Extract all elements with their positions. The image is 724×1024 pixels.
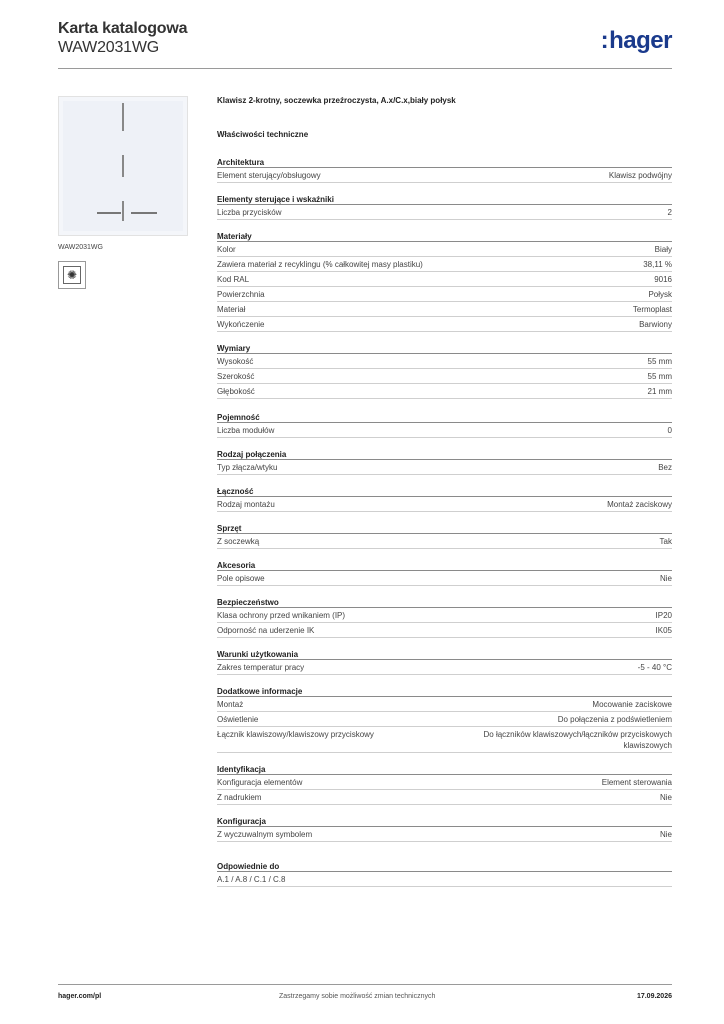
spec-value: Biały xyxy=(654,245,672,254)
section-title: Elementy sterujące i wskaźniki xyxy=(217,195,672,205)
spec-label: Z soczewką xyxy=(217,537,260,546)
spec-row xyxy=(217,571,672,586)
spec-section xyxy=(217,158,672,183)
spec-label: Typ złącza/wtyku xyxy=(217,463,278,472)
spec-row xyxy=(217,317,672,332)
switch-mark-lower xyxy=(122,201,124,221)
spec-label: Wysokość xyxy=(217,357,254,366)
spec-label: Rodzaj montażu xyxy=(217,500,275,509)
spec-section xyxy=(217,817,672,842)
spec-row xyxy=(217,302,672,317)
spec-row xyxy=(217,872,672,887)
lens-symbol-icon: ✺ xyxy=(58,261,86,289)
spec-row xyxy=(217,827,672,842)
spec-label: Odporność na uderzenie IK xyxy=(217,626,315,635)
spec-value: 38,11 % xyxy=(643,260,672,269)
section-title: Rodzaj połączenia xyxy=(217,450,672,460)
spec-label: Oświetlenie xyxy=(217,715,259,724)
spec-section xyxy=(217,598,672,638)
spec-section xyxy=(217,450,672,475)
spec-value: IK05 xyxy=(655,626,672,635)
spec-section xyxy=(217,195,672,220)
section-title: Warunki użytkowania xyxy=(217,650,672,660)
spec-section xyxy=(217,765,672,805)
spec-value: -5 - 40 °C xyxy=(637,663,672,672)
page-title: Karta katalogowa xyxy=(58,20,188,37)
spec-row xyxy=(217,712,672,727)
spec-label: Klasa ochrony przed wnikaniem (IP) xyxy=(217,611,346,620)
spec-value: IP20 xyxy=(655,611,672,620)
spec-label: Powierzchnia xyxy=(217,290,265,299)
spec-section xyxy=(217,561,672,586)
spec-row xyxy=(217,608,672,623)
spec-value: Element sterowania xyxy=(601,778,672,787)
spec-section xyxy=(217,862,672,887)
section-title: Wymiary xyxy=(217,344,672,354)
spec-value: 55 mm xyxy=(647,357,672,366)
spec-row xyxy=(217,790,672,805)
spec-row xyxy=(217,205,672,220)
spec-row xyxy=(217,287,672,302)
section-title: Dodatkowe informacje xyxy=(217,687,672,697)
spec-label: A.1 / A.8 / C.1 / C.8 xyxy=(217,875,286,884)
spec-row xyxy=(217,354,672,369)
spec-label: Montaż xyxy=(217,700,244,709)
spec-value: Montaż zaciskowy xyxy=(607,500,672,509)
product-description: Klawisz 2-krotny, soczewka przeźroczysta, A.x/C.x,biały połysk xyxy=(217,96,456,105)
spec-row xyxy=(217,534,672,549)
spec-row xyxy=(217,369,672,384)
spec-label: Zakres temperatur pracy xyxy=(217,663,305,672)
spec-row xyxy=(217,775,672,790)
switch-lens-right xyxy=(131,212,157,214)
spec-label: Element sterujący/obsługowy xyxy=(217,171,321,180)
footer-notice: Zastrzegamy sobie możliwość zmian technicznych xyxy=(279,993,436,1000)
header xyxy=(58,20,187,57)
spec-label: Zawiera materiał z recyklingu (% całkowitej masy plastiku) xyxy=(217,260,423,269)
spec-row xyxy=(217,727,672,753)
section-title: Sprzęt xyxy=(217,524,672,534)
spec-value: Mocowanie zaciskowe xyxy=(592,700,672,709)
spec-value: Tak xyxy=(659,537,672,546)
footer-website-link[interactable]: hager.com/pl xyxy=(58,993,102,1000)
section-title: Akcesoria xyxy=(217,561,672,571)
spec-section xyxy=(217,232,672,332)
spec-label: Głębokość xyxy=(217,387,255,396)
spec-sections xyxy=(217,158,672,887)
spec-label: Liczba przycisków xyxy=(217,208,282,217)
spec-section xyxy=(217,344,672,399)
spec-row xyxy=(217,257,672,272)
spec-section xyxy=(217,650,672,675)
spec-label: Kod RAL xyxy=(217,275,250,284)
spec-row xyxy=(217,423,672,438)
spec-value: Termoplast xyxy=(632,305,672,314)
spec-label: Wykończenie xyxy=(217,320,265,329)
spec-value: Barwiony xyxy=(639,320,672,329)
section-title: Odpowiednie do xyxy=(217,862,672,872)
spec-value: Do połączenia z podświetleniem xyxy=(557,715,672,724)
spec-label: Kolor xyxy=(217,245,236,254)
footer-divider xyxy=(58,984,672,985)
product-image xyxy=(58,96,188,236)
spec-value: 21 mm xyxy=(647,387,672,396)
spec-value: Połysk xyxy=(648,290,672,299)
section-title: Materiały xyxy=(217,232,672,242)
spec-value: Klawisz podwójny xyxy=(608,171,672,180)
spec-value: Nie xyxy=(659,574,672,583)
spec-row xyxy=(217,497,672,512)
switch-lens-left xyxy=(97,212,121,214)
spec-section xyxy=(217,687,672,753)
switch-mark-top xyxy=(122,103,124,131)
product-code: WAW2031WG xyxy=(58,39,160,56)
footer-date: 17.09.2026 xyxy=(636,993,672,1000)
spec-label: Szerokość xyxy=(217,372,255,381)
section-title: Bezpieczeństwo xyxy=(217,598,672,608)
spec-section xyxy=(217,413,672,438)
spec-label: Materiał xyxy=(217,305,246,314)
logo-text: hager xyxy=(609,27,672,54)
spec-value: Nie xyxy=(659,830,672,839)
image-caption: WAW2031WG xyxy=(58,244,103,251)
spec-label: Łącznik klawiszowy/klawiszowy przyciskowy xyxy=(217,730,374,739)
section-title: Architektura xyxy=(217,158,672,168)
hager-logo[interactable] xyxy=(601,27,672,55)
section-title: Łączność xyxy=(217,487,672,497)
spec-row xyxy=(217,460,672,475)
spec-label: Konfiguracja elementów xyxy=(217,778,303,787)
spec-label: Z wyczuwalnym symbolem xyxy=(217,830,313,839)
spec-section xyxy=(217,487,672,512)
switch-mark-middle xyxy=(122,155,124,177)
spec-value: 9016 xyxy=(654,275,672,284)
spec-value: Bez xyxy=(658,463,672,472)
section-title: Pojemność xyxy=(217,413,672,423)
spec-label: Pole opisowe xyxy=(217,574,265,583)
spec-label: Z nadrukiem xyxy=(217,793,262,802)
product-image-column xyxy=(58,96,188,289)
spec-value: 2 xyxy=(667,208,672,217)
section-title: Konfiguracja xyxy=(217,817,672,827)
technical-properties-heading: Właściwości techniczne xyxy=(217,130,309,139)
spec-row xyxy=(217,623,672,638)
spec-section xyxy=(217,524,672,549)
spec-sheet xyxy=(217,96,672,887)
spec-row xyxy=(217,272,672,287)
spec-row xyxy=(217,384,672,399)
spec-row xyxy=(217,697,672,712)
header-divider xyxy=(58,68,672,69)
spec-label: Liczba modułów xyxy=(217,426,275,435)
spec-row xyxy=(217,242,672,257)
spec-value: 55 mm xyxy=(647,372,672,381)
spec-value: Nie xyxy=(659,793,672,802)
spec-value: Do łączników klawiszowych/łączników przyciskowych klawiszowych xyxy=(483,730,672,750)
spec-row xyxy=(217,168,672,183)
spec-value: 0 xyxy=(667,426,672,435)
logo-colon: : xyxy=(600,27,609,54)
spec-row xyxy=(217,660,672,675)
section-title: Identyfikacja xyxy=(217,765,672,775)
